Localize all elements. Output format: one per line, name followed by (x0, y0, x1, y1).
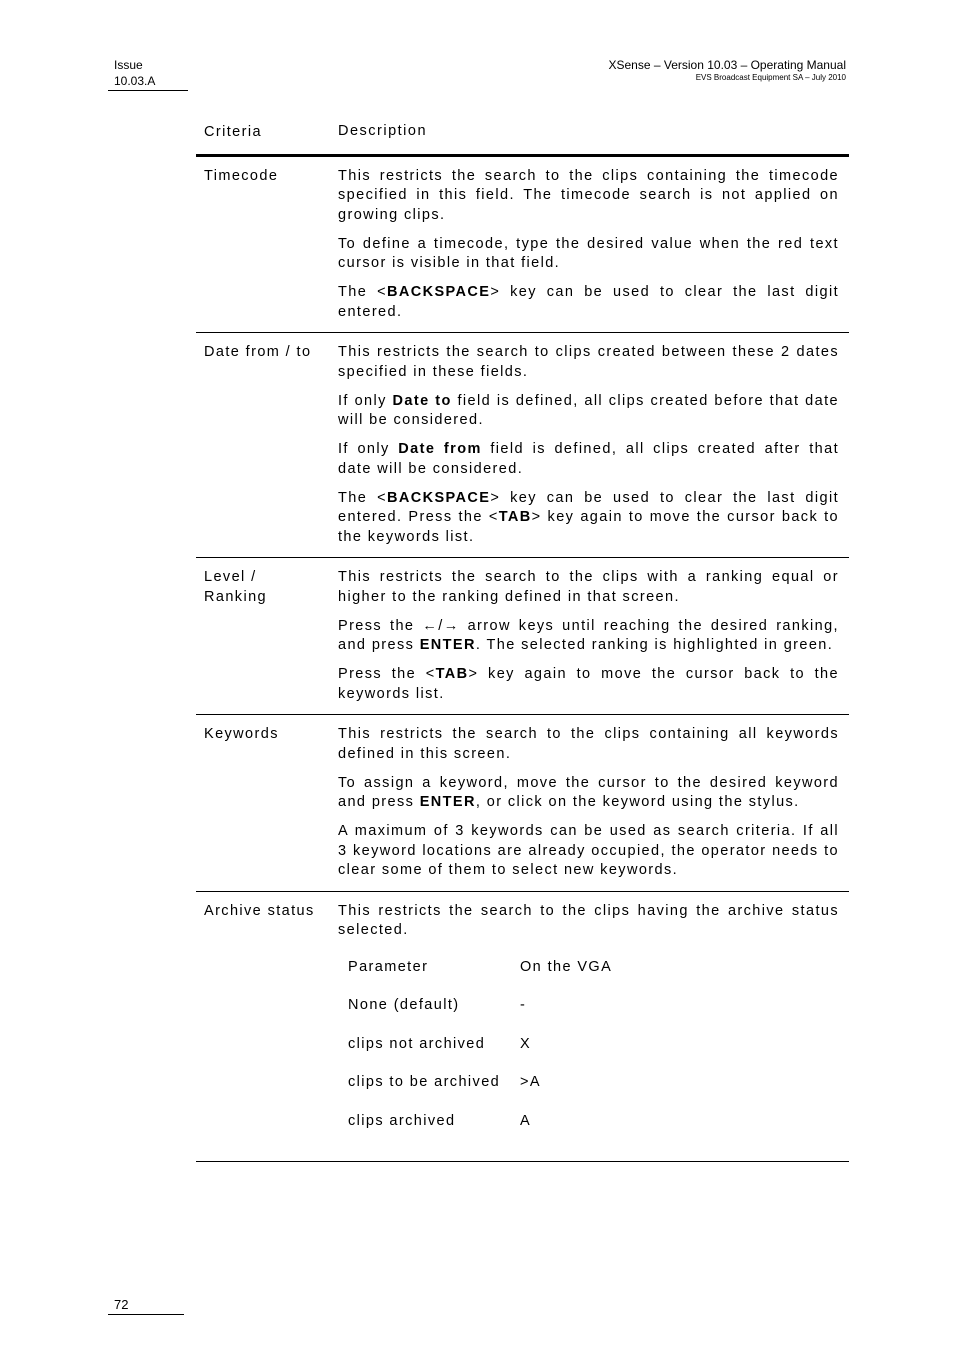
description-paragraph (338, 822, 839, 881)
description-paragraph (338, 283, 839, 322)
description-paragraph (338, 665, 839, 704)
text-run: Press the ←/→ arrow keys until reaching the desired ranking, and press (338, 617, 839, 653)
description-cell (338, 725, 849, 881)
key-term: BACKSPACE (386, 284, 491, 300)
archive-status-row (348, 997, 839, 1036)
table-row (196, 892, 849, 1163)
parameter-header: Parameter (348, 958, 429, 975)
vga-cell: >A (520, 1074, 541, 1091)
text-run: field is defined, all clips created after that date will be considered. (338, 441, 839, 477)
parameter-cell: clips to be archived (348, 1074, 501, 1091)
text-run: > key can be used to clear the last digit entered. (338, 284, 839, 320)
description-paragraph (338, 167, 839, 226)
description-cell (338, 343, 849, 547)
text-run: This restricts the search to the clips containing the timecode specified in this field. The timecode search is not applied on growing clips. (338, 167, 839, 223)
table-row (196, 157, 849, 334)
text-run: > key can be used to clear the last digit entered. Press the < (338, 489, 839, 525)
parameter-cell: clips archived (348, 1112, 456, 1129)
text-run: This restricts the search to clips created between these 2 dates specified in these fields. (338, 344, 839, 380)
description-cell (338, 568, 849, 704)
text-run: Press the < (338, 666, 436, 682)
text-run: If only (338, 392, 393, 409)
text-run: The < (338, 489, 387, 506)
vga-header: On the VGA (520, 958, 613, 975)
table-body (196, 157, 849, 1163)
key-term: TAB (435, 666, 469, 682)
text-run: This restricts the search to the clips containing all keywords defined in this screen. (338, 726, 839, 762)
parameter-cell: clips not archived (348, 1035, 486, 1052)
parameter-cell: None (default) (348, 997, 460, 1014)
description-cell (338, 167, 849, 323)
criteria-cell: Keywords (204, 726, 279, 742)
text-run: field is defined, all clips created before that date will be considered. (338, 392, 839, 428)
text-run: To assign a keyword, move the cursor to the desired keyword and press (338, 774, 839, 810)
archive-status-row (348, 1113, 839, 1152)
description-paragraph (338, 774, 839, 813)
key-term: ENTER (419, 637, 476, 653)
text-run: To define a timecode, type the desired value when the red text cursor is visible in that field. (338, 235, 839, 271)
issue-block (108, 57, 188, 91)
table-header-row (196, 120, 849, 157)
vga-cell: - (520, 997, 527, 1014)
criteria-cell: Archive status (204, 902, 315, 919)
description-paragraph (338, 617, 839, 656)
text-run: This restricts the search to the clips with a ranking equal or higher to the ranking defined in that screen. (338, 569, 839, 605)
archive-status-header-row (348, 959, 839, 998)
key-term: ENTER (419, 794, 476, 810)
key-term: Date from (398, 441, 482, 457)
criteria-cell: Date from / to (204, 344, 312, 360)
text-run: If only (338, 441, 399, 457)
criteria-cell: Timecode (204, 167, 279, 184)
archive-status-row (348, 1036, 839, 1075)
table-row (196, 558, 849, 715)
text-run: The < (338, 284, 387, 300)
manual-title: XSense – Version 10.03 – Operating Manual (608, 58, 846, 72)
issue-number: 10.03.A (114, 74, 156, 88)
table-row (196, 333, 849, 558)
text-run: > key again to move the cursor back to the keywords list. (338, 509, 839, 545)
vga-cell: X (520, 1035, 532, 1052)
text-run: This restricts the search to the clips having the archive status selected. (338, 902, 839, 938)
key-term: Date to (392, 392, 452, 409)
text-run: > key again to move the cursor back to the keywords list. (338, 666, 839, 702)
description-paragraph (338, 343, 839, 382)
text-run: . The selected ranking is highlighted in green. (475, 637, 834, 653)
description-column-header: Description (338, 123, 428, 139)
key-term: TAB (498, 509, 532, 525)
issue-label: Issue (114, 58, 143, 72)
criteria-column-header: Criteria (204, 124, 262, 140)
description-paragraph (338, 902, 839, 941)
key-term: BACKSPACE (386, 489, 491, 506)
description-paragraph (338, 440, 839, 479)
table-row (196, 715, 849, 892)
page-number: 72 (108, 1296, 184, 1315)
text-run: A maximum of 3 keywords can be used as search criteria. If all 3 keyword locations are already occupied, the operator needs to clear some of them to select new keywords. (338, 823, 839, 878)
text-run: , or click on the keyword using the stylus. (475, 794, 800, 810)
description-paragraph (338, 568, 839, 607)
criteria-table (196, 120, 849, 1162)
archive-status-table (348, 959, 839, 1152)
manual-subtitle: EVS Broadcast Equipment SA – July 2010 (695, 73, 846, 82)
description-paragraph (338, 489, 839, 548)
vga-cell: A (520, 1112, 532, 1129)
description-cell (338, 902, 849, 1152)
archive-status-row (348, 1074, 839, 1113)
description-paragraph (338, 725, 839, 764)
criteria-cell: Level / Ranking (204, 569, 267, 605)
running-header (609, 58, 847, 83)
description-paragraph (338, 235, 839, 274)
description-paragraph (338, 392, 839, 431)
